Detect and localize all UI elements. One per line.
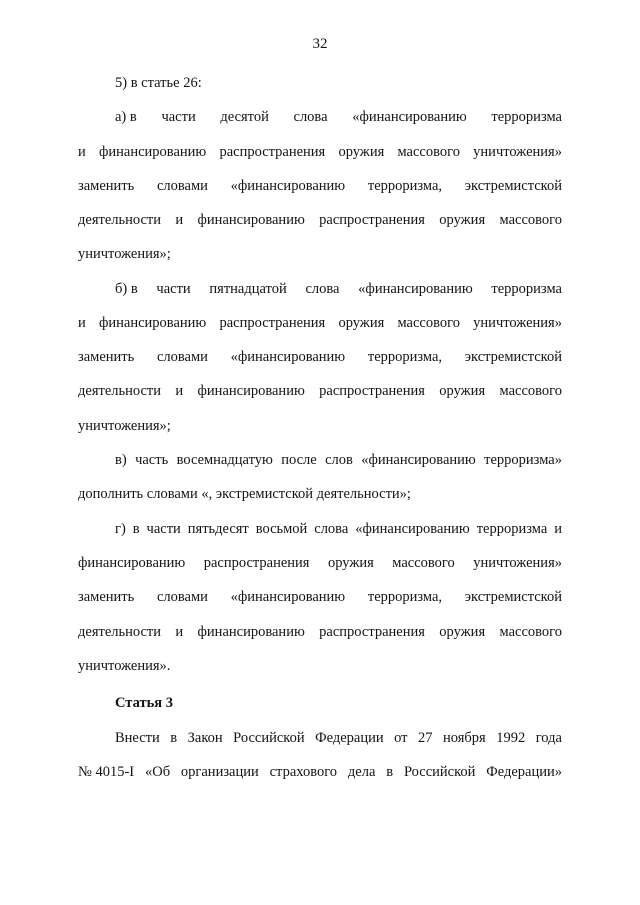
text-line <box>78 244 562 264</box>
word: распространения <box>319 624 425 640</box>
text-line <box>115 450 562 470</box>
word: оружия <box>439 624 486 640</box>
text-line <box>78 553 562 573</box>
text-line <box>115 279 562 299</box>
word: уничтожения». <box>78 658 171 674</box>
word: распространения <box>319 212 425 228</box>
text-line <box>78 176 562 196</box>
word: и <box>175 383 184 399</box>
word: и <box>554 521 562 537</box>
word: экстремистской <box>464 349 562 365</box>
word: в <box>132 521 140 537</box>
word: «финансированию <box>230 589 346 605</box>
word: б) в <box>115 281 138 297</box>
word: десятой <box>220 109 269 125</box>
word: оружия <box>338 144 385 160</box>
word: оружия <box>327 555 374 571</box>
word: распространения <box>319 383 425 399</box>
word: в <box>170 730 178 746</box>
word: а) в <box>115 109 137 125</box>
word: терроризма <box>476 521 548 537</box>
word: заменить <box>78 349 135 365</box>
word: уничтожения»; <box>78 418 171 434</box>
word: терроризма, <box>367 349 443 365</box>
word: финансированию <box>197 383 305 399</box>
text-line <box>78 656 562 676</box>
word: части <box>146 521 181 537</box>
word: оружия <box>439 212 486 228</box>
word: терроризма <box>491 109 562 125</box>
text-line <box>115 728 562 748</box>
word: слов <box>325 452 353 468</box>
word: и <box>78 315 86 331</box>
word: 1992 <box>496 730 526 746</box>
word: экстремистской <box>464 178 562 194</box>
word: словами <box>156 589 208 605</box>
word: терроризма, <box>367 178 443 194</box>
article-heading <box>115 693 562 713</box>
word: деятельности <box>78 383 162 399</box>
word: финансированию <box>197 212 305 228</box>
word: Российской <box>233 730 305 746</box>
word: массового <box>499 383 562 399</box>
word: восемнадцатую <box>176 452 273 468</box>
text-line <box>115 73 562 93</box>
text-line <box>115 107 562 127</box>
word: уничтожения»; <box>78 246 171 262</box>
page-number: 32 <box>312 36 328 52</box>
word: часть <box>135 452 169 468</box>
word: слова <box>314 521 349 537</box>
word: финансированию <box>78 555 186 571</box>
word: и <box>175 624 184 640</box>
text-line <box>78 587 562 607</box>
word: терроризма, <box>367 589 443 605</box>
word: части <box>161 109 196 125</box>
word: заменить <box>78 589 135 605</box>
word: в) <box>115 452 127 468</box>
word: г) <box>115 521 126 537</box>
word: 27 <box>418 730 433 746</box>
word: «финансированию <box>355 521 470 537</box>
word: года <box>535 730 562 746</box>
word: финансированию <box>197 624 305 640</box>
word: уничтожения» <box>473 144 562 160</box>
text-line <box>78 416 562 436</box>
word: массового <box>499 624 562 640</box>
word: страхового <box>269 764 338 780</box>
text-line <box>78 622 562 642</box>
word: массового <box>397 144 460 160</box>
word: оружия <box>338 315 385 331</box>
word: заменить <box>78 178 135 194</box>
word: части <box>156 281 191 297</box>
word: дела <box>347 764 376 780</box>
word: Федерации» <box>486 764 562 780</box>
word: слова <box>293 109 328 125</box>
word: после <box>281 452 317 468</box>
word: Закон <box>187 730 223 746</box>
word: и <box>78 144 86 160</box>
word: организации <box>180 764 259 780</box>
word: «Об <box>144 764 171 780</box>
text-line <box>78 347 562 367</box>
word: массового <box>397 315 460 331</box>
text-line <box>78 762 562 782</box>
word: Статья 3 <box>115 695 173 711</box>
word: терроризма» <box>484 452 562 468</box>
word: массового <box>392 555 455 571</box>
word: уничтожения» <box>473 555 562 571</box>
word: распространения <box>219 144 326 160</box>
text-line <box>78 210 562 230</box>
word: от <box>394 730 408 746</box>
word: Внести <box>115 730 160 746</box>
text-line <box>78 381 562 401</box>
word: «финансированию <box>230 349 346 365</box>
word: массового <box>499 212 562 228</box>
word: восьмой <box>255 521 308 537</box>
word: экстремистской <box>464 589 562 605</box>
word: ноября <box>443 730 486 746</box>
word: словами <box>156 349 208 365</box>
word: «финансированию <box>361 452 476 468</box>
word: уничтожения» <box>473 315 562 331</box>
word: финансированию <box>98 144 207 160</box>
word: и <box>175 212 184 228</box>
word: 5) в статье 26: <box>115 75 202 91</box>
word: оружия <box>439 383 486 399</box>
word: пятьдесят <box>187 521 249 537</box>
word: слова <box>305 281 340 297</box>
word: № 4015-I <box>78 764 135 780</box>
text-line <box>78 313 562 333</box>
word: «финансированию <box>230 178 346 194</box>
word: распространения <box>219 315 326 331</box>
text-line <box>78 484 562 504</box>
text-line <box>115 519 562 539</box>
word: Российской <box>403 764 476 780</box>
word: в <box>386 764 394 780</box>
word: деятельности <box>78 624 162 640</box>
word: распространения <box>203 555 310 571</box>
word: терроризма <box>491 281 562 297</box>
word: «финансированию <box>352 109 467 125</box>
word: финансированию <box>98 315 207 331</box>
text-line <box>78 142 562 162</box>
word: дополнить словами «, экстремистской деятельности»; <box>78 486 411 502</box>
word: деятельности <box>78 212 162 228</box>
word: Федерации <box>315 730 384 746</box>
word: словами <box>156 178 208 194</box>
word: пятнадцатой <box>209 281 287 297</box>
word: «финансированию <box>358 281 473 297</box>
